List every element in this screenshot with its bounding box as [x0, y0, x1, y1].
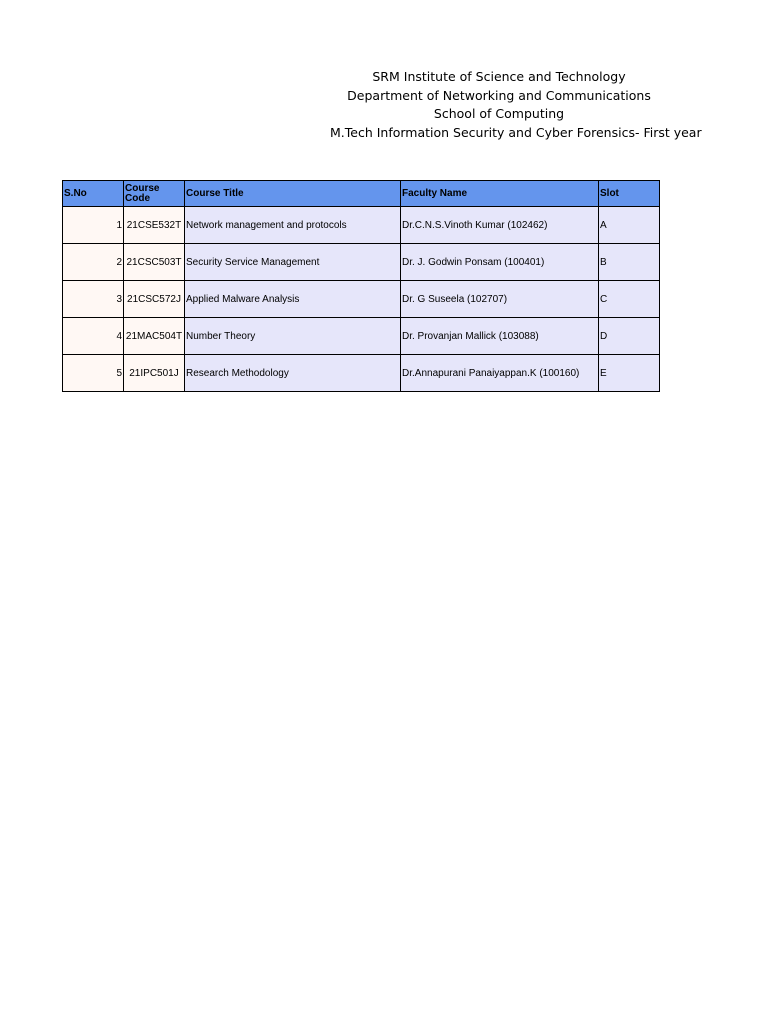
column-header-sno: S.No: [63, 181, 124, 207]
document-header: [330, 68, 702, 142]
table-row: [63, 207, 660, 244]
cell-sno: 1: [63, 207, 124, 244]
cell-faculty-name: Dr.C.N.S.Vinoth Kumar (102462): [401, 207, 599, 244]
cell-course-title: Network management and protocols: [185, 207, 401, 244]
cell-course-title: Applied Malware Analysis: [185, 281, 401, 318]
school-name: School of Computing: [433, 106, 565, 121]
cell-slot: D: [599, 318, 660, 355]
cell-course-code: 21MAC504T: [124, 318, 185, 355]
cell-faculty-name: Dr. G Suseela (102707): [401, 281, 599, 318]
cell-sno: 2: [63, 244, 124, 281]
column-header-slot: Slot: [599, 181, 660, 207]
cell-slot: A: [599, 207, 660, 244]
cell-slot: E: [599, 355, 660, 392]
cell-faculty-name: Dr. Provanjan Mallick (103088): [401, 318, 599, 355]
cell-course-code: 21CSC572J: [124, 281, 185, 318]
cell-sno: 3: [63, 281, 124, 318]
table-header-row: [63, 181, 660, 207]
table-row: [63, 318, 660, 355]
cell-course-code: 21IPC501J: [124, 355, 185, 392]
program-name: M.Tech Information Security and Cyber Forensics- First year: [330, 124, 702, 140]
column-header-course-title: Course Title: [185, 181, 401, 207]
cell-sno: 5: [63, 355, 124, 392]
table-row: [63, 355, 660, 392]
institute-name: SRM Institute of Science and Technology: [372, 69, 626, 84]
cell-course-title: Research Methodology: [185, 355, 401, 392]
cell-sno: 4: [63, 318, 124, 355]
table-row: [63, 244, 660, 281]
cell-faculty-name: Dr. J. Godwin Ponsam (100401): [401, 244, 599, 281]
cell-slot: C: [599, 281, 660, 318]
cell-faculty-name: Dr.Annapurani Panaiyappan.K (100160): [401, 355, 599, 392]
cell-course-code: 21CSC503T: [124, 244, 185, 281]
department-name: Department of Networking and Communications: [347, 87, 651, 103]
table-row: [63, 281, 660, 318]
cell-course-code: 21CSE532T: [124, 207, 185, 244]
column-header-faculty-name: Faculty Name: [401, 181, 599, 207]
column-header-course-code: Course Code: [124, 181, 185, 207]
cell-course-title: Number Theory: [185, 318, 401, 355]
course-table: [62, 180, 660, 392]
cell-slot: B: [599, 244, 660, 281]
cell-course-title: Security Service Management: [185, 244, 401, 281]
